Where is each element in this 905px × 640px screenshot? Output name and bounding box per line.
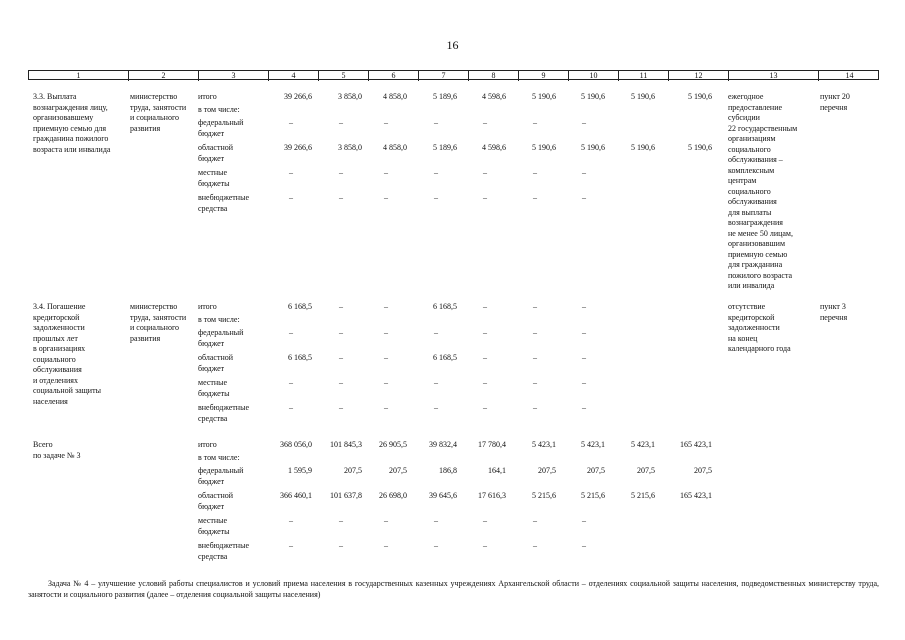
amount-cell: – <box>483 353 487 362</box>
header-col-2: 2 <box>129 71 199 81</box>
amount-cell: – <box>582 516 586 525</box>
amount-cell: 164,1 <box>488 466 506 475</box>
header-col-5: 5 <box>319 71 369 81</box>
amount-cell: 17 616,3 <box>478 491 506 500</box>
amount-cell: – <box>434 541 438 550</box>
amount-cell: – <box>533 403 537 412</box>
header-col-4: 4 <box>269 71 319 81</box>
funding-source-label: областной бюджет <box>198 491 234 511</box>
funding-source-label: в том числе: <box>198 315 240 324</box>
activity-name: 3.4. Погашение кредиторской задолженности прошлых лет в организациях социального обслуживания и отделениях социальной защиты населения <box>33 302 101 406</box>
funding-source-label: местные бюджеты <box>198 516 230 536</box>
amount-cell: – <box>289 541 293 550</box>
funding-source-label: федеральный бюджет <box>198 466 244 486</box>
amount-cell: – <box>339 118 343 127</box>
funding-source-label: итого <box>198 302 217 311</box>
task-4-text: Задача № 4 – улучшение условий работы специалистов и условий приема населения в государственных казенных учреждениях Архангельской области – отделениях социальной защиты населения, подведомственных министерству труда, занятости и социального развития (далее – отделения социальной защиты населения) <box>28 579 879 599</box>
page-number: 16 <box>446 38 459 52</box>
amount-cell: 5 215,6 <box>581 491 605 500</box>
amount-cell: – <box>483 328 487 337</box>
amount-cell: 207,5 <box>389 466 407 475</box>
amount-cell: 6 168,5 <box>433 302 457 311</box>
funding-source-label: федеральный бюджет <box>198 118 244 138</box>
amount-cell: – <box>582 403 586 412</box>
amount-cell: 5 423,1 <box>581 440 605 449</box>
amount-cell: – <box>483 168 487 177</box>
activity-name: 3.3. Выплата вознаграждения лицу, организовавшему приемную семью для гражданина пожилого возраста или инвалида <box>33 92 111 154</box>
amount-cell: – <box>339 353 343 362</box>
amount-cell: – <box>483 541 487 550</box>
amount-cell: – <box>434 403 438 412</box>
amount-cell: – <box>289 403 293 412</box>
amount-cell: – <box>582 193 586 202</box>
amount-cell: 5 215,6 <box>532 491 556 500</box>
amount-cell: – <box>384 328 388 337</box>
amount-cell: 26 905,5 <box>379 440 407 449</box>
amount-cell: 4 598,6 <box>482 143 506 152</box>
amount-cell: – <box>289 118 293 127</box>
amount-cell: – <box>582 353 586 362</box>
header-col-13: 13 <box>729 71 819 81</box>
amount-cell: – <box>582 541 586 550</box>
amount-cell: 207,5 <box>694 466 712 475</box>
amount-cell: 5 190,6 <box>631 143 655 152</box>
amount-cell: 207,5 <box>538 466 556 475</box>
amount-cell: 5 423,1 <box>532 440 556 449</box>
amount-cell: 3 858,0 <box>338 92 362 101</box>
amount-cell: – <box>339 302 343 311</box>
amount-cell: 207,5 <box>637 466 655 475</box>
table-header <box>28 70 879 80</box>
amount-cell: – <box>582 378 586 387</box>
amount-cell: – <box>384 378 388 387</box>
header-col-7: 7 <box>419 71 469 81</box>
header-col-12: 12 <box>669 71 729 81</box>
amount-cell: 5 190,6 <box>532 92 556 101</box>
amount-cell: 6 168,5 <box>288 353 312 362</box>
amount-cell: – <box>339 328 343 337</box>
amount-cell: – <box>434 516 438 525</box>
amount-cell: – <box>533 353 537 362</box>
amount-cell: – <box>483 118 487 127</box>
header-col-9: 9 <box>519 71 569 81</box>
header-col-11: 11 <box>619 71 669 81</box>
expected-result: отсутствие кредиторской задолженности на конец календарного года <box>728 302 791 353</box>
amount-cell: – <box>434 378 438 387</box>
amount-cell: 207,5 <box>587 466 605 475</box>
amount-cell: 5 189,6 <box>433 92 457 101</box>
executor: министерство труда, занятости и социального развития <box>130 92 187 133</box>
amount-cell: 165 423,1 <box>680 440 712 449</box>
amount-cell: – <box>582 118 586 127</box>
amount-cell: 17 780,4 <box>478 440 506 449</box>
amount-cell: 6 168,5 <box>288 302 312 311</box>
amount-cell: – <box>483 302 487 311</box>
funding-source-label: местные бюджеты <box>198 168 230 188</box>
amount-cell: – <box>384 118 388 127</box>
executor: министерство труда, занятости и социального развития <box>130 302 187 343</box>
header-col-1: 1 <box>29 71 129 81</box>
amount-cell: 5 190,6 <box>581 143 605 152</box>
amount-cell: 1 595,9 <box>288 466 312 475</box>
funding-source-label: в том числе: <box>198 105 240 114</box>
amount-cell: – <box>533 328 537 337</box>
list-reference: пункт 3 перечня <box>820 302 848 322</box>
amount-cell: – <box>384 353 388 362</box>
amount-cell: – <box>434 328 438 337</box>
amount-cell: 6 168,5 <box>433 353 457 362</box>
amount-cell: 39 832,4 <box>429 440 457 449</box>
amount-cell: – <box>339 378 343 387</box>
amount-cell: 3 858,0 <box>338 143 362 152</box>
amount-cell: 207,5 <box>344 466 362 475</box>
amount-cell: 5 190,6 <box>631 92 655 101</box>
list-reference: пункт 20 перечня <box>820 92 850 112</box>
amount-cell: – <box>483 403 487 412</box>
amount-cell: – <box>533 168 537 177</box>
amount-cell: 5 423,1 <box>631 440 655 449</box>
amount-cell: 5 190,6 <box>688 143 712 152</box>
funding-source-label: местные бюджеты <box>198 378 230 398</box>
amount-cell: – <box>384 403 388 412</box>
funding-source-label: федеральный бюджет <box>198 328 244 348</box>
amount-cell: 101 845,3 <box>330 440 362 449</box>
amount-cell: 39 266,6 <box>284 92 312 101</box>
amount-cell: – <box>533 541 537 550</box>
funding-source-label: внебюджетные средства <box>198 193 249 213</box>
amount-cell: – <box>289 168 293 177</box>
amount-cell: – <box>533 378 537 387</box>
amount-cell: 4 858,0 <box>383 92 407 101</box>
amount-cell: – <box>483 516 487 525</box>
amount-cell: – <box>339 516 343 525</box>
amount-cell: – <box>339 193 343 202</box>
amount-cell: 5 190,6 <box>688 92 712 101</box>
activity-name: Всего по задаче № 3 <box>33 440 81 460</box>
amount-cell: – <box>434 118 438 127</box>
amount-cell: – <box>289 516 293 525</box>
amount-cell: 39 266,6 <box>284 143 312 152</box>
amount-cell: – <box>582 328 586 337</box>
amount-cell: 5 215,6 <box>631 491 655 500</box>
funding-source-label: внебюджетные средства <box>198 541 249 561</box>
amount-cell: – <box>384 302 388 311</box>
funding-source-label: областной бюджет <box>198 143 234 163</box>
funding-source-label: внебюджетные средства <box>198 403 249 423</box>
header-col-8: 8 <box>469 71 519 81</box>
amount-cell: – <box>289 378 293 387</box>
funding-source-label: итого <box>198 440 217 449</box>
header-col-3: 3 <box>199 71 269 81</box>
amount-cell: – <box>434 193 438 202</box>
amount-cell: 5 190,6 <box>581 92 605 101</box>
amount-cell: 26 698,0 <box>379 491 407 500</box>
amount-cell: 165 423,1 <box>680 491 712 500</box>
amount-cell: – <box>434 168 438 177</box>
amount-cell: – <box>289 193 293 202</box>
amount-cell: – <box>339 541 343 550</box>
amount-cell: 4 598,6 <box>482 92 506 101</box>
amount-cell: 368 056,0 <box>280 440 312 449</box>
amount-cell: 39 645,6 <box>429 491 457 500</box>
funding-source-label: итого <box>198 92 217 101</box>
funding-source-label: областной бюджет <box>198 353 234 373</box>
header-col-14: 14 <box>845 71 854 80</box>
amount-cell: 5 189,6 <box>433 143 457 152</box>
header-col-10: 10 <box>569 71 619 81</box>
expected-result: ежегодное предоставление субсидии 22 государственным организациям социального обслуживания – комплексным центрам социального обслуживания для выплаты вознаграждения не менее 50 лицам, организовавшим приемную семью для гражданина пожилого возраста или инвалида <box>728 92 798 290</box>
amount-cell: – <box>384 541 388 550</box>
amount-cell: 5 190,6 <box>532 143 556 152</box>
amount-cell: – <box>533 193 537 202</box>
amount-cell: – <box>582 168 586 177</box>
funding-source-label: в том числе: <box>198 453 240 462</box>
amount-cell: – <box>339 168 343 177</box>
amount-cell: – <box>533 516 537 525</box>
amount-cell: – <box>289 328 293 337</box>
amount-cell: – <box>533 118 537 127</box>
header-col-6: 6 <box>369 71 419 81</box>
amount-cell: – <box>582 302 586 311</box>
amount-cell: – <box>384 516 388 525</box>
amount-cell: – <box>533 302 537 311</box>
amount-cell: – <box>339 403 343 412</box>
amount-cell: – <box>483 378 487 387</box>
amount-cell: 186,8 <box>439 466 457 475</box>
amount-cell: – <box>384 193 388 202</box>
amount-cell: 366 460,1 <box>280 491 312 500</box>
amount-cell: 101 637,8 <box>330 491 362 500</box>
amount-cell: – <box>384 168 388 177</box>
amount-cell: – <box>483 193 487 202</box>
amount-cell: 4 858,0 <box>383 143 407 152</box>
